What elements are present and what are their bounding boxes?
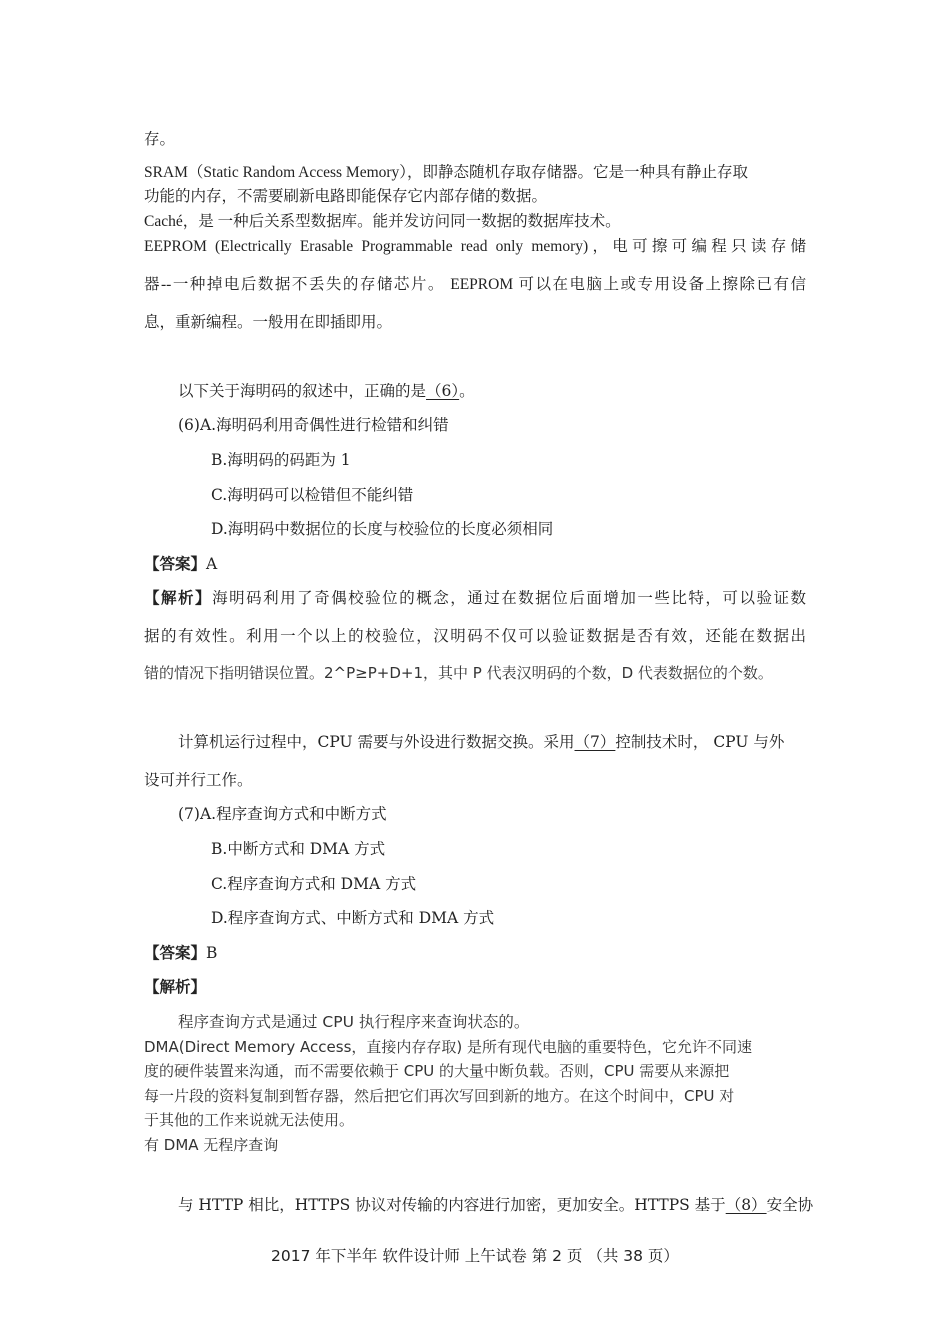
q6-option-b: B.海明码的码距为 1 <box>211 451 351 469</box>
q6-option-a: (6)A.海明码利用奇偶性进行检错和纠错 <box>178 416 449 434</box>
q6-option-c: C.海明码可以检错但不能纠错 <box>211 486 414 504</box>
q7-answer-label: 【答案】 <box>144 943 207 962</box>
q6-stem-end: 。 <box>459 382 475 400</box>
sram-line-2: 功能的内存，不需要刷新电路即能保存它内部存储的数据。 <box>144 188 548 205</box>
q6-analysis-line-2: 据的有效性。利用一个以上的校验位，汉明码不仅可以验证数据是否有效，还能在数据出 <box>144 627 806 645</box>
q6-answer-label: 【答案】 <box>144 554 207 573</box>
cache-line: Caché，是 一种后关系型数据库。能并发访问同一数据的数据库技术。 <box>144 213 621 230</box>
q8-stem-text: 与 HTTP 相比，HTTPS 协议对传输的内容进行加密，更加安全。HTTPS 基于 <box>178 1196 726 1214</box>
q7-explanation-line-3: 度的硬件装置来沟通，而不需要依赖于 CPU 的大量中断负载。否则，CPU 需要从来源把 <box>144 1062 730 1080</box>
q8-stem <box>178 1195 813 1215</box>
q7-stem-line-2: 设可并行工作。 <box>144 771 253 789</box>
q7-analysis-label: 【解析】 <box>144 977 207 996</box>
q6-answer-value: A <box>206 555 218 573</box>
q6-analysis-text: 海明码利用了奇偶校验位的概念，通过在数据位后面增加一些比特，可以验证数 <box>212 589 806 607</box>
q7-explanation-line-2: DMA(Direct Memory Access，直接内存存取) 是所有现代电脑的重要特色，它允许不同速 <box>144 1038 753 1056</box>
q6-stem <box>178 381 475 401</box>
q7-option-b: B.中断方式和 DMA 方式 <box>211 840 386 858</box>
q7-explanation-line-5: 于其他的工作来说就无法使用。 <box>144 1111 355 1129</box>
q7-option-c: C.程序查询方式和 DMA 方式 <box>211 875 417 893</box>
q7-option-d: D.程序查询方式、中断方式和 DMA 方式 <box>211 909 495 927</box>
q6-analysis-label: 【解析】 <box>144 588 213 607</box>
q6-analysis-line-3: 错的情况下指明错误位置。2^P≥P+D+1，其中 P 代表汉明码的个数，D 代表数据位的个数。 <box>144 664 773 682</box>
q7-blank: （7） <box>574 733 616 751</box>
q6-analysis-line-1 <box>144 588 806 608</box>
q7-option-a: (7)A.程序查询方式和中断方式 <box>178 805 387 823</box>
q7-stem-text: 计算机运行过程中，CPU 需要与外设进行数据交换。采用 <box>178 733 575 751</box>
sram-line-1: SRAM（Static Random Access Memory），即静态随机存取存储器。它是一种具有静止存取 <box>144 164 749 181</box>
q8-stem-end: 安全协 <box>766 1196 814 1214</box>
q6-option-d: D.海明码中数据位的长度与校验位的长度必须相同 <box>211 520 554 538</box>
q7-explanation-line-6: 有 DMA 无程序查询 <box>144 1136 279 1154</box>
q7-stem <box>178 732 784 752</box>
q7-explanation-line-4: 每一片段的资料复制到暂存器，然后把它们再次写回到新的地方。在这个时间中，CPU 对 <box>144 1087 735 1105</box>
q6-stem-text: 以下关于海明码的叙述中，正确的是 <box>178 382 427 400</box>
q7-explanation-line-1: 程序查询方式是通过 CPU 执行程序来查询状态的。 <box>178 1013 530 1031</box>
q6-answer <box>144 554 217 574</box>
page-footer: 2017 年下半年 软件设计师 上午试卷 第 2 页 （共 38 页） <box>271 1247 679 1265</box>
q6-blank: （6） <box>426 382 460 400</box>
eeprom-line-3: 息，重新编程。一般用在即插即用。 <box>144 314 393 331</box>
eeprom-line-1: EEPROM (Electrically Erasable Programmable read only memory)，电可擦可编程只读存储 <box>144 238 806 255</box>
eeprom-line-2: 器--一种掉电后数据不丢失的存储芯片。 EEPROM 可以在电脑上或专用设备上擦除已有信 <box>144 276 806 293</box>
q7-answer-value: B <box>206 944 218 962</box>
q7-answer <box>144 943 217 963</box>
q8-blank: （8） <box>725 1196 767 1214</box>
q7-stem-end: 控制技术时， CPU 与外 <box>615 733 785 751</box>
prev-text-line: 存。 <box>144 130 176 148</box>
